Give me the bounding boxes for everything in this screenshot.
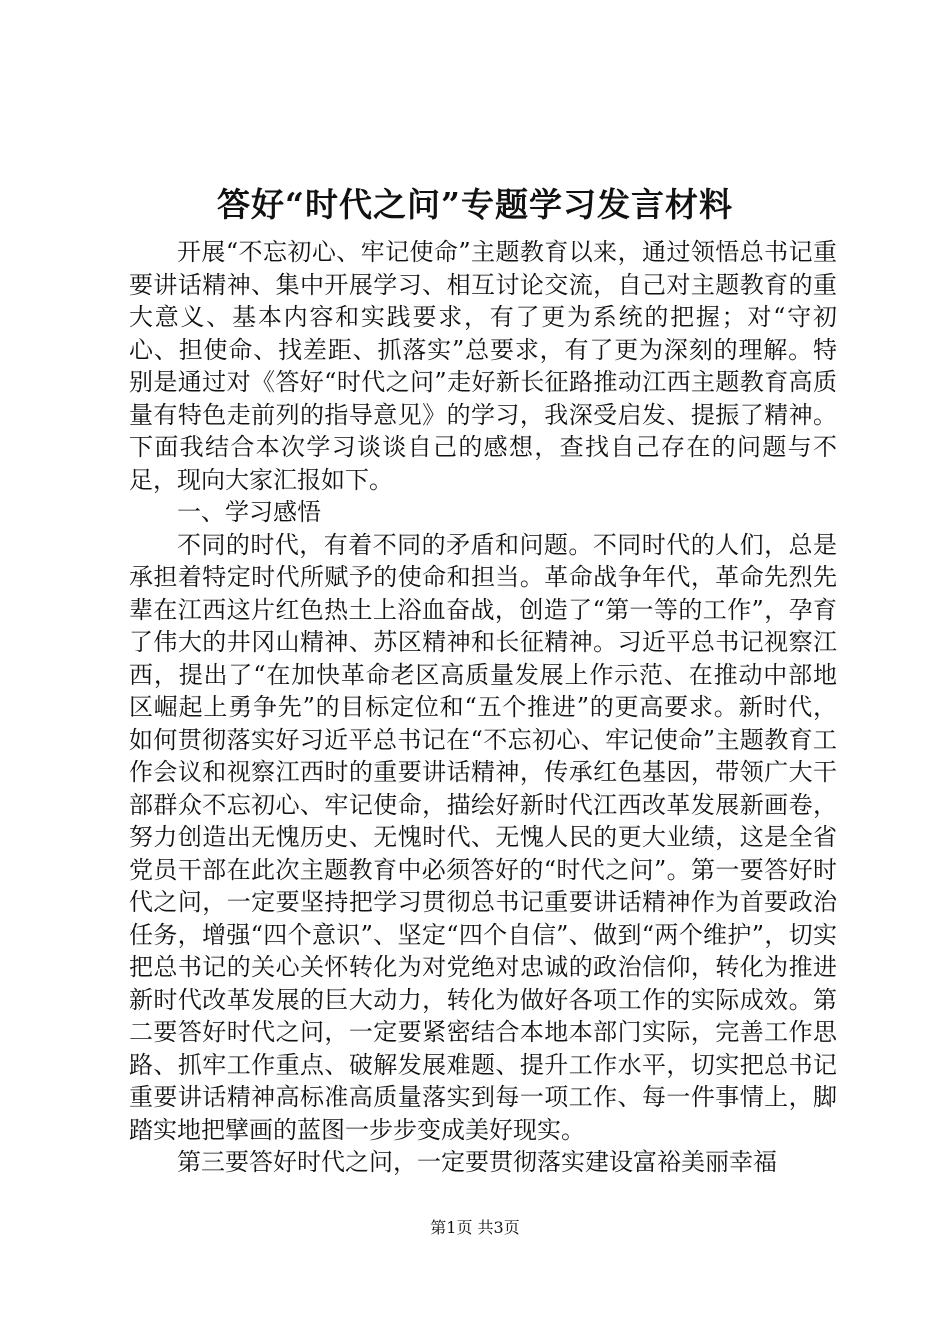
body-paragraph-continued: 第三要答好时代之问，一定要贯彻落实建设富裕美丽幸福 — [177, 1148, 777, 1176]
page-number-footer: 第1页 共3页 — [430, 1218, 520, 1237]
body-paragraph: 不同的时代，有着不同的矛盾和问题。不同时代的人们，总是承担着特定时代所赋予的使命和担当。革命战争年代，革命先烈先辈在江西这片红色热土上浴血奋战，创造了“第一等的工作”，孕育了伟大的井冈山精神、苏区精神和长征精神。习近平总书记视察江西，提出了“在加快革命老区高质量发展上作示范、在推动中部地区崛起上勇争先”的目标定位和“五个推进”的更高要求。新时代，如何贯彻落实好习近平总书记在“不忘初心、牢记使命”主题教育工作会议和视察江西时的重要讲话精神，传承红色基因，带领广大干部群众不忘初心、牢记使命，描绘好新时代江西改革发展新画卷，努力创造出无愧历史、无愧时代、无愧人民的更大业绩，这是全省党员干部在此次主题教育中必须答好的“时代之问”。第一要答好时代之问，一定要坚持把学习贯彻总书记重要讲话精神作为首要政治任务，增强“四个意识”、坚定“四个自信”、做到“两个维护”，切实把总书记的关心关怀转化为对党绝对忠诚的政治信仰，转化为推进新时代改革发展的巨大动力，转化为做好各项工作的实际成效。第二要答好时代之问，一定要紧密结合本地本部门实际，完善工作思路、抓牢工作重点、破解发展难题、提升工作水平，切实把总书记重要讲话精神高标准高质量落实到每一项工作、每一件事情上，脚踏实地把擘画的蓝图一步步变成美好现实。 — [129, 530, 837, 1144]
section-heading: 一、学习感悟 — [177, 498, 321, 526]
document-title: 答好“时代之问”专题学习发言材料 — [217, 185, 733, 224]
document-body — [129, 236, 837, 1179]
intro-paragraph: 开展“不忘初心、牢记使命”主题教育以来，通过领悟总书记重要讲话精神、集中开展学习、相互讨论交流，自己对主题教育的重大意义、基本内容和实践要求，有了更为系统的把握；对“守初心、担使命、找差距、抓落实”总要求，有了更为深刻的理解。特别是通过对《答好“时代之问”走好新长征路推动江西主题教育高质量有特色走前列的指导意见》的学习，我深受启发、提振了精神。下面我结合本次学习谈谈自己的感想，查找自己存在的问题与不足，现向大家汇报如下。 — [129, 238, 837, 494]
